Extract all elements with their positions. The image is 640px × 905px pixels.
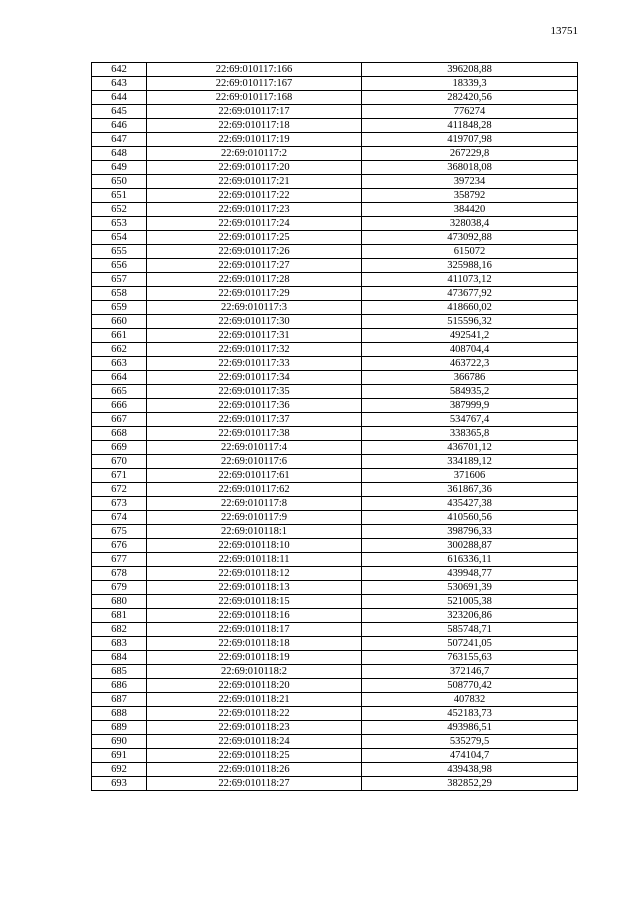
table-row bbox=[92, 497, 578, 511]
table-row bbox=[92, 231, 578, 245]
cadastral-value-cell: 361867,36 bbox=[362, 483, 578, 497]
cadastral-number-cell: 22:69:010118:20 bbox=[147, 679, 362, 693]
cadastral-number-cell: 22:69:010118:22 bbox=[147, 707, 362, 721]
row-number-cell: 667 bbox=[92, 413, 147, 427]
table-row bbox=[92, 175, 578, 189]
table-row bbox=[92, 441, 578, 455]
row-number-cell: 642 bbox=[92, 63, 147, 77]
cadastral-value-cell: 387999,9 bbox=[362, 399, 578, 413]
cadastral-value-cell: 439438,98 bbox=[362, 763, 578, 777]
cadastral-number-cell: 22:69:010117:19 bbox=[147, 133, 362, 147]
table-row bbox=[92, 707, 578, 721]
table-row bbox=[92, 637, 578, 651]
row-number-cell: 671 bbox=[92, 469, 147, 483]
cadastral-number-cell: 22:69:010117:8 bbox=[147, 497, 362, 511]
cadastral-number-cell: 22:69:010118:1 bbox=[147, 525, 362, 539]
cadastral-number-cell: 22:69:010117:62 bbox=[147, 483, 362, 497]
cadastral-value-cell: 411848,28 bbox=[362, 119, 578, 133]
cadastral-value-cell: 410560,56 bbox=[362, 511, 578, 525]
cadastral-value-cell: 473677,92 bbox=[362, 287, 578, 301]
row-number-cell: 665 bbox=[92, 385, 147, 399]
row-number-cell: 683 bbox=[92, 637, 147, 651]
cadastral-number-cell: 22:69:010117:30 bbox=[147, 315, 362, 329]
row-number-cell: 655 bbox=[92, 245, 147, 259]
cadastral-value-cell: 267229,8 bbox=[362, 147, 578, 161]
row-number-cell: 676 bbox=[92, 539, 147, 553]
cadastral-number-cell: 22:69:010117:37 bbox=[147, 413, 362, 427]
row-number-cell: 669 bbox=[92, 441, 147, 455]
cadastral-number-cell: 22:69:010117:29 bbox=[147, 287, 362, 301]
table-row bbox=[92, 595, 578, 609]
cadastral-number-cell: 22:69:010117:25 bbox=[147, 231, 362, 245]
table-row bbox=[92, 133, 578, 147]
table-row bbox=[92, 679, 578, 693]
cadastral-value-cell: 763155,63 bbox=[362, 651, 578, 665]
table-row bbox=[92, 763, 578, 777]
row-number-cell: 689 bbox=[92, 721, 147, 735]
cadastral-value-cell: 397234 bbox=[362, 175, 578, 189]
row-number-cell: 672 bbox=[92, 483, 147, 497]
row-number-cell: 674 bbox=[92, 511, 147, 525]
table-row bbox=[92, 413, 578, 427]
cadastral-number-cell: 22:69:010118:19 bbox=[147, 651, 362, 665]
table-row bbox=[92, 693, 578, 707]
row-number-cell: 645 bbox=[92, 105, 147, 119]
table-row bbox=[92, 203, 578, 217]
cadastral-number-cell: 22:69:010117:17 bbox=[147, 105, 362, 119]
table-row bbox=[92, 245, 578, 259]
cadastral-number-cell: 22:69:010118:25 bbox=[147, 749, 362, 763]
row-number-cell: 660 bbox=[92, 315, 147, 329]
table-row bbox=[92, 147, 578, 161]
cadastral-value-cell: 530691,39 bbox=[362, 581, 578, 595]
cadastral-value-cell: 408704,4 bbox=[362, 343, 578, 357]
cadastral-value-cell: 300288,87 bbox=[362, 539, 578, 553]
table-row bbox=[92, 567, 578, 581]
table-row bbox=[92, 427, 578, 441]
row-number-cell: 661 bbox=[92, 329, 147, 343]
cadastral-number-cell: 22:69:010117:9 bbox=[147, 511, 362, 525]
cadastral-value-cell: 411073,12 bbox=[362, 273, 578, 287]
cadastral-number-cell: 22:69:010117:167 bbox=[147, 77, 362, 91]
row-number-cell: 658 bbox=[92, 287, 147, 301]
cadastral-number-cell: 22:69:010117:31 bbox=[147, 329, 362, 343]
cadastral-number-cell: 22:69:010118:16 bbox=[147, 609, 362, 623]
row-number-cell: 662 bbox=[92, 343, 147, 357]
cadastral-number-cell: 22:69:010117:168 bbox=[147, 91, 362, 105]
cadastral-value-cell: 358792 bbox=[362, 189, 578, 203]
cadastral-value-cell: 328038,4 bbox=[362, 217, 578, 231]
row-number-cell: 681 bbox=[92, 609, 147, 623]
cadastral-value-cell: 508770,42 bbox=[362, 679, 578, 693]
cadastral-number-cell: 22:69:010117:33 bbox=[147, 357, 362, 371]
cadastral-number-cell: 22:69:010117:20 bbox=[147, 161, 362, 175]
cadastral-value-cell: 18339,3 bbox=[362, 77, 578, 91]
cadastral-value-cell: 492541,2 bbox=[362, 329, 578, 343]
cadastral-number-cell: 22:69:010117:26 bbox=[147, 245, 362, 259]
row-number-cell: 682 bbox=[92, 623, 147, 637]
row-number-cell: 690 bbox=[92, 735, 147, 749]
cadastral-value-cell: 382852,29 bbox=[362, 777, 578, 791]
cadastral-number-cell: 22:69:010117:23 bbox=[147, 203, 362, 217]
cadastral-value-cell: 616336,11 bbox=[362, 553, 578, 567]
row-number-cell: 688 bbox=[92, 707, 147, 721]
cadastral-value-cell: 585748,71 bbox=[362, 623, 578, 637]
table-row bbox=[92, 385, 578, 399]
table-row bbox=[92, 343, 578, 357]
row-number-cell: 651 bbox=[92, 189, 147, 203]
table-row bbox=[92, 329, 578, 343]
table-row bbox=[92, 721, 578, 735]
table-row bbox=[92, 623, 578, 637]
table-row bbox=[92, 189, 578, 203]
row-number-cell: 649 bbox=[92, 161, 147, 175]
cadastral-value-cell: 521005,38 bbox=[362, 595, 578, 609]
table-row bbox=[92, 483, 578, 497]
row-number-cell: 643 bbox=[92, 77, 147, 91]
cadastral-value-cell: 418660,02 bbox=[362, 301, 578, 315]
table-row bbox=[92, 63, 578, 77]
cadastral-value-cell: 473092,88 bbox=[362, 231, 578, 245]
cadastral-value-cell: 323206,86 bbox=[362, 609, 578, 623]
row-number-cell: 654 bbox=[92, 231, 147, 245]
cadastral-number-cell: 22:69:010117:18 bbox=[147, 119, 362, 133]
cadastral-value-cell: 325988,16 bbox=[362, 259, 578, 273]
row-number-cell: 680 bbox=[92, 595, 147, 609]
cadastral-number-cell: 22:69:010118:11 bbox=[147, 553, 362, 567]
cadastral-number-cell: 22:69:010118:27 bbox=[147, 777, 362, 791]
table-row bbox=[92, 259, 578, 273]
table-row bbox=[92, 581, 578, 595]
cadastral-number-cell: 22:69:010117:166 bbox=[147, 63, 362, 77]
cadastral-value-cell: 493986,51 bbox=[362, 721, 578, 735]
row-number-cell: 693 bbox=[92, 777, 147, 791]
cadastral-number-cell: 22:69:010117:21 bbox=[147, 175, 362, 189]
cadastral-value-cell: 615072 bbox=[362, 245, 578, 259]
table-row bbox=[92, 609, 578, 623]
table-row bbox=[92, 735, 578, 749]
cadastral-value-cell: 776274 bbox=[362, 105, 578, 119]
table-row bbox=[92, 287, 578, 301]
cadastral-value-cell: 282420,56 bbox=[362, 91, 578, 105]
cadastral-number-cell: 22:69:010117:38 bbox=[147, 427, 362, 441]
cadastral-value-cell: 371606 bbox=[362, 469, 578, 483]
row-number-cell: 684 bbox=[92, 651, 147, 665]
table-row bbox=[92, 301, 578, 315]
row-number-cell: 692 bbox=[92, 763, 147, 777]
table-row bbox=[92, 665, 578, 679]
cadastral-number-cell: 22:69:010118:26 bbox=[147, 763, 362, 777]
cadastral-number-cell: 22:69:010118:2 bbox=[147, 665, 362, 679]
table-row bbox=[92, 371, 578, 385]
cadastral-number-cell: 22:69:010117:28 bbox=[147, 273, 362, 287]
cadastral-number-cell: 22:69:010118:12 bbox=[147, 567, 362, 581]
row-number-cell: 664 bbox=[92, 371, 147, 385]
cadastral-value-cell: 407832 bbox=[362, 693, 578, 707]
cadastral-number-cell: 22:69:010117:27 bbox=[147, 259, 362, 273]
table-row bbox=[92, 77, 578, 91]
cadastral-number-cell: 22:69:010117:24 bbox=[147, 217, 362, 231]
table-row bbox=[92, 105, 578, 119]
row-number-cell: 679 bbox=[92, 581, 147, 595]
row-number-cell: 659 bbox=[92, 301, 147, 315]
cadastral-value-cell: 398796,33 bbox=[362, 525, 578, 539]
table-row bbox=[92, 553, 578, 567]
table-row bbox=[92, 455, 578, 469]
cadastral-value-cell: 515596,32 bbox=[362, 315, 578, 329]
cadastral-value-cell: 534767,4 bbox=[362, 413, 578, 427]
cadastral-value-cell: 384420 bbox=[362, 203, 578, 217]
table-row bbox=[92, 539, 578, 553]
cadastral-value-cell: 334189,12 bbox=[362, 455, 578, 469]
table-row bbox=[92, 525, 578, 539]
cadastral-value-cell: 368018,08 bbox=[362, 161, 578, 175]
cadastral-number-cell: 22:69:010117:6 bbox=[147, 455, 362, 469]
cadastral-number-cell: 22:69:010118:15 bbox=[147, 595, 362, 609]
table-row bbox=[92, 315, 578, 329]
table-row bbox=[92, 161, 578, 175]
row-number-cell: 673 bbox=[92, 497, 147, 511]
row-number-cell: 653 bbox=[92, 217, 147, 231]
row-number-cell: 647 bbox=[92, 133, 147, 147]
cadastral-number-cell: 22:69:010117:4 bbox=[147, 441, 362, 455]
cadastral-value-cell: 439948,77 bbox=[362, 567, 578, 581]
row-number-cell: 687 bbox=[92, 693, 147, 707]
table-row bbox=[92, 749, 578, 763]
cadastral-value-cell: 507241,05 bbox=[362, 637, 578, 651]
cadastral-number-cell: 22:69:010117:22 bbox=[147, 189, 362, 203]
row-number-cell: 656 bbox=[92, 259, 147, 273]
row-number-cell: 666 bbox=[92, 399, 147, 413]
cadastral-value-cell: 372146,7 bbox=[362, 665, 578, 679]
cadastral-value-cell: 396208,88 bbox=[362, 63, 578, 77]
table-row bbox=[92, 119, 578, 133]
table-row bbox=[92, 651, 578, 665]
row-number-cell: 644 bbox=[92, 91, 147, 105]
cadastral-number-cell: 22:69:010118:24 bbox=[147, 735, 362, 749]
cadastral-number-cell: 22:69:010118:10 bbox=[147, 539, 362, 553]
cadastral-number-cell: 22:69:010118:13 bbox=[147, 581, 362, 595]
cadastral-value-cell: 419707,98 bbox=[362, 133, 578, 147]
table-row bbox=[92, 511, 578, 525]
cadastral-number-cell: 22:69:010117:32 bbox=[147, 343, 362, 357]
cadastral-number-cell: 22:69:010117:35 bbox=[147, 385, 362, 399]
table-row bbox=[92, 273, 578, 287]
row-number-cell: 663 bbox=[92, 357, 147, 371]
row-number-cell: 652 bbox=[92, 203, 147, 217]
table-row bbox=[92, 91, 578, 105]
table-row bbox=[92, 357, 578, 371]
cadastral-value-table bbox=[91, 62, 578, 791]
cadastral-number-cell: 22:69:010117:36 bbox=[147, 399, 362, 413]
cadastral-number-cell: 22:69:010117:2 bbox=[147, 147, 362, 161]
row-number-cell: 668 bbox=[92, 427, 147, 441]
table-row bbox=[92, 469, 578, 483]
cadastral-number-cell: 22:69:010117:61 bbox=[147, 469, 362, 483]
cadastral-value-cell: 584935,2 bbox=[362, 385, 578, 399]
page-number: 13751 bbox=[550, 25, 578, 37]
cadastral-number-cell: 22:69:010118:18 bbox=[147, 637, 362, 651]
cadastral-number-cell: 22:69:010118:21 bbox=[147, 693, 362, 707]
cadastral-value-cell: 338365,8 bbox=[362, 427, 578, 441]
cadastral-value-cell: 535279,5 bbox=[362, 735, 578, 749]
table-row bbox=[92, 777, 578, 791]
cadastral-value-cell: 436701,12 bbox=[362, 441, 578, 455]
cadastral-value-cell: 435427,38 bbox=[362, 497, 578, 511]
row-number-cell: 678 bbox=[92, 567, 147, 581]
row-number-cell: 691 bbox=[92, 749, 147, 763]
cadastral-number-cell: 22:69:010117:34 bbox=[147, 371, 362, 385]
cadastral-value-cell: 463722,3 bbox=[362, 357, 578, 371]
table-row bbox=[92, 217, 578, 231]
cadastral-number-cell: 22:69:010118:23 bbox=[147, 721, 362, 735]
cadastral-number-cell: 22:69:010117:3 bbox=[147, 301, 362, 315]
row-number-cell: 648 bbox=[92, 147, 147, 161]
cadastral-value-cell: 474104,7 bbox=[362, 749, 578, 763]
table-body bbox=[92, 63, 578, 791]
cadastral-value-cell: 366786 bbox=[362, 371, 578, 385]
row-number-cell: 650 bbox=[92, 175, 147, 189]
row-number-cell: 677 bbox=[92, 553, 147, 567]
row-number-cell: 670 bbox=[92, 455, 147, 469]
row-number-cell: 685 bbox=[92, 665, 147, 679]
cadastral-number-cell: 22:69:010118:17 bbox=[147, 623, 362, 637]
row-number-cell: 646 bbox=[92, 119, 147, 133]
table-row bbox=[92, 399, 578, 413]
row-number-cell: 657 bbox=[92, 273, 147, 287]
row-number-cell: 675 bbox=[92, 525, 147, 539]
row-number-cell: 686 bbox=[92, 679, 147, 693]
cadastral-value-cell: 452183,73 bbox=[362, 707, 578, 721]
